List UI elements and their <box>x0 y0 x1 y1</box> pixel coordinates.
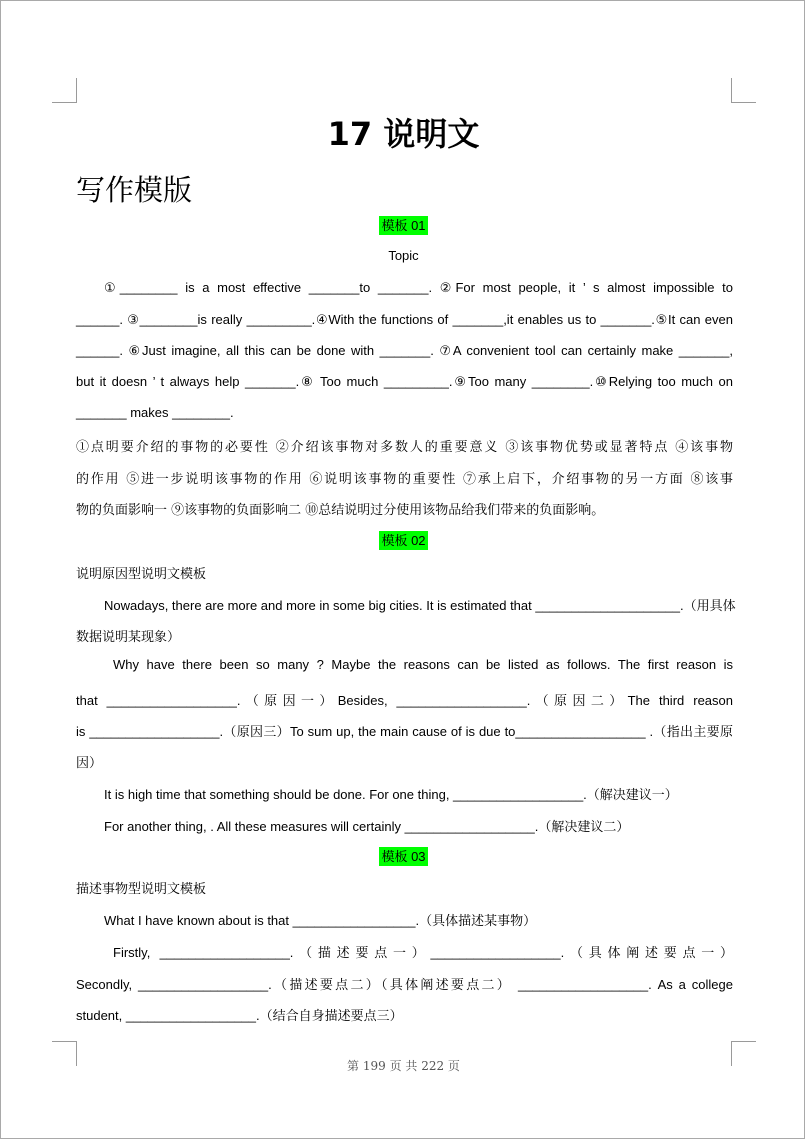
template-01-note-3: 物的负面影响一 ⑨该事物的负面影响二 ⑩总结说明过分使用该物品给我们带来的负面影响。 <box>76 503 605 518</box>
crop-mark-top-left <box>52 78 77 103</box>
template-03-subtitle: 描述事物型说明文模板 <box>76 882 207 897</box>
template-01-note-1: ①点明要介绍的事物的必要性 ②介绍该事物对多数人的重要意义 ③该事物优势或显著特点 ④该事物 <box>76 440 733 455</box>
template-03-line-1: What I have known about is that _________________.（具体描述某事物） <box>104 913 537 928</box>
template-02-line-8: For another thing, . All these measures will certainly __________________.（解决建议二） <box>104 819 630 834</box>
topic-label: Topic <box>388 248 419 263</box>
template-01-badge: 模板 01 <box>381 218 426 233</box>
crop-mark-top-right <box>731 78 756 103</box>
template-02-line-5: is __________________.（原因三）To sum up, the main cause of is due to__________________ .（指出主要原 <box>76 724 733 739</box>
template-01-line-1: ①________ is a most effective _______to _______. ②For most people, it ’ s almost impossible to <box>104 280 733 295</box>
template-01-badge-row <box>1 215 805 234</box>
template-01-line-3: ______. ⑥Just imagine, all this can be done with _______. ⑦A convenient tool can certainly make _______, <box>76 343 733 358</box>
section-heading: 写作模版 <box>76 173 193 207</box>
template-02-subtitle: 说明原因型说明文模板 <box>76 567 207 582</box>
page-footer: 第 199 页 共 222 页 <box>347 1059 460 1073</box>
template-03-line-3: Secondly, __________________.（描述要点二）（具体阐述要点二） __________________. As a college <box>76 977 733 992</box>
page-title: 17 说明文 <box>327 115 480 153</box>
template-02-badge: 模板 02 <box>381 533 426 548</box>
template-02-line-7: It is high time that something should be done. For one thing, __________________.（解决建议一） <box>104 787 678 802</box>
template-01-note-2: 的作用 ⑤进一步说明该事物的作用 ⑥说明该事物的重要性 ⑦承上启下，介绍事物的另一方面 ⑧该事 <box>76 472 733 487</box>
template-01-line-2: ______. ③________is really _________.④With the functions of _______,it enables us to _______.⑤It can even <box>76 312 733 327</box>
template-02-line-2: 数据说明某现象） <box>76 629 181 644</box>
template-01-line-4: but it doesn ’ t always help _______.⑧ Too much _________.⑨Too many ________.⑩Relying too much on <box>76 374 733 389</box>
template-02-badge-row <box>1 530 805 549</box>
template-03-badge-row <box>1 846 805 865</box>
template-02-line-3: Why have there been so many ? Maybe the reasons can be listed as follows. The first reason is <box>113 657 733 672</box>
template-01-line-5: _______ makes ________. <box>76 405 234 420</box>
template-02-line-4: that __________________.（原因一）Besides, __________________.（原因二）The third reason <box>76 693 733 708</box>
template-02-line-6: 因） <box>76 755 103 770</box>
template-03-badge: 模板 03 <box>381 849 426 864</box>
template-03-line-4: student, __________________.（结合自身描述要点三） <box>76 1008 403 1023</box>
template-02-line-1: Nowadays, there are more and more in some big cities. It is estimated that ____________________.（用具体 <box>104 598 736 613</box>
template-03-line-2: Firstly, __________________.（描述要点一）__________________.（具体阐述要点一） <box>113 945 733 960</box>
